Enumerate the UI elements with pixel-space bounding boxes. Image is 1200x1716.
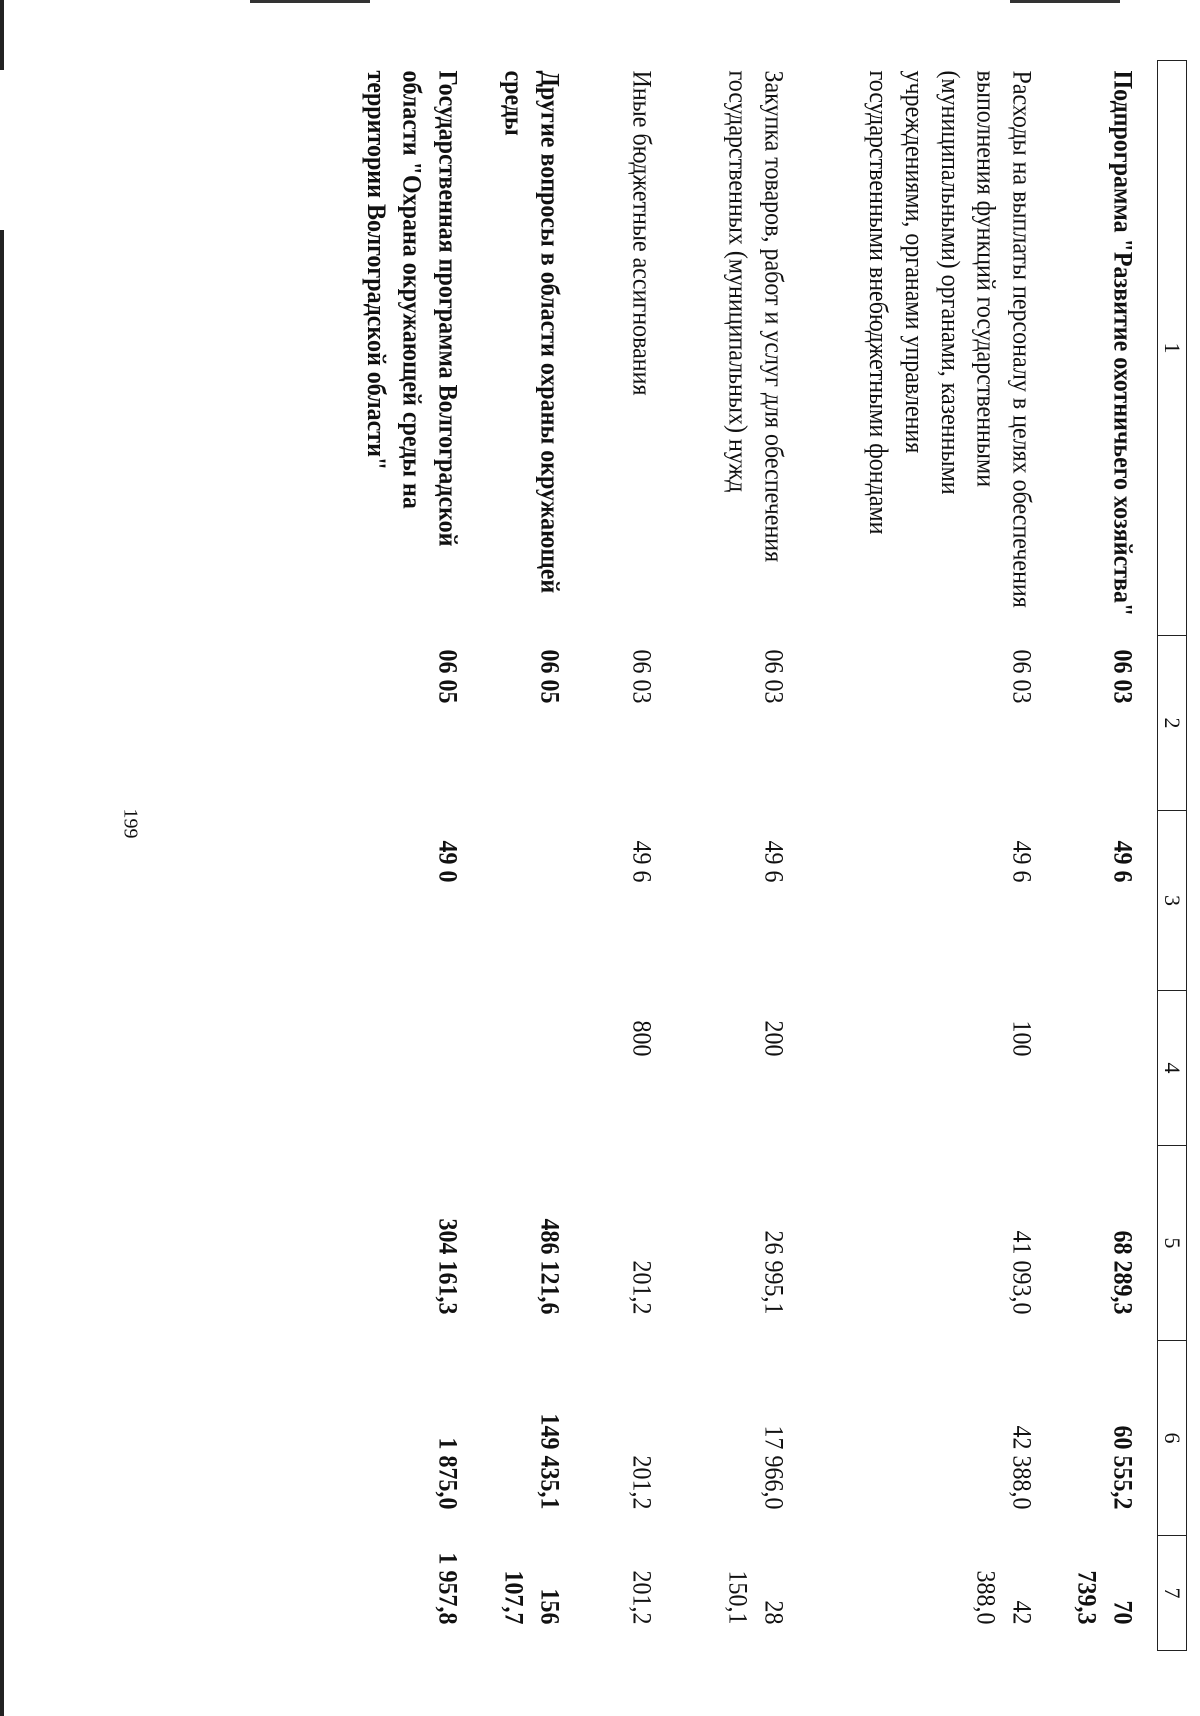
amount-col6-cell: 1 875,0 — [432, 1437, 462, 1510]
amount-col7-cell: 70 739,3 — [1072, 1570, 1138, 1625]
amount-col6-cell: 201,2 — [626, 1455, 656, 1510]
amount-col5-cell: 41 093,0 — [1006, 1230, 1036, 1315]
table-row — [297, 61, 481, 1651]
table-row — [583, 61, 675, 1651]
column-header: 1 — [1158, 61, 1187, 636]
expense-type-cell: 200 — [758, 1020, 788, 1057]
section-code-cell: 06 03 — [1006, 649, 1036, 704]
column-header: 6 — [1158, 1341, 1187, 1536]
program-code-cell: 49 6 — [626, 840, 656, 883]
amount-col7-cell: 156 107,7 — [499, 1570, 564, 1625]
amount-col5-cell: 68 289,3 — [1108, 1230, 1138, 1315]
amount-col6-cell: 17 966,0 — [758, 1425, 788, 1510]
expense-type-cell — [469, 991, 583, 1146]
amount-col7-cell: 42 388,0 — [971, 1570, 1036, 1625]
column-header: 2 — [1158, 636, 1187, 811]
table-row — [807, 61, 1055, 1651]
program-code-cell: 49 6 — [758, 840, 788, 883]
expense-type-cell: 100 — [1006, 1020, 1036, 1057]
amount-col6-cell: 149 435,1 — [534, 1413, 564, 1510]
scan-edge-mark — [1010, 0, 1120, 3]
row-name-cell: Государственная программа Волгоградской области "Охрана окружающей среды на территории Волгоградской области" — [361, 70, 462, 547]
section-code-cell: 06 03 — [626, 649, 656, 704]
budget-table — [297, 60, 1187, 1651]
program-code-cell: 49 6 — [1006, 840, 1036, 883]
table-row — [675, 61, 807, 1651]
amount-col7-cell: 1 957,8 — [432, 1552, 462, 1625]
column-header: 5 — [1158, 1146, 1187, 1341]
row-name-cell: Расходы на выплаты персоналу в целях обеспечения выполнения функций государственными (муниципальными) органами, казенными учреждениями, органами управления государственными внебюджетными фондами — [863, 70, 1036, 608]
column-header: 4 — [1158, 991, 1187, 1146]
table-row — [1055, 61, 1158, 1651]
row-name-cell: Подпрограмма "Развитие охотничьего хозяйства" — [1108, 70, 1138, 617]
amount-col5-cell: 486 121,6 — [534, 1218, 564, 1315]
section-code-cell: 06 03 — [758, 649, 788, 704]
amount-col5-cell: 26 995,1 — [758, 1230, 788, 1315]
amount-col7-cell: 28 150,1 — [723, 1570, 788, 1625]
section-code-cell: 06 03 — [1108, 649, 1138, 704]
program-code-cell: 49 0 — [432, 840, 462, 883]
section-code-cell: 06 05 — [534, 649, 564, 704]
row-name-cell: Иные бюджетные ассигнования — [626, 70, 656, 396]
row-name-cell: Другие вопросы в области охраны окружающей среды — [499, 70, 564, 594]
page-number: 199 — [119, 808, 142, 839]
amount-col6-cell: 42 388,0 — [1006, 1425, 1036, 1510]
scan-edge-mark — [0, 0, 4, 70]
amount-col6-cell: 60 555,2 — [1108, 1425, 1138, 1510]
column-header: 3 — [1158, 811, 1187, 991]
program-code-cell — [469, 811, 583, 991]
expense-type-cell — [275, 991, 481, 1146]
scan-edge-mark — [250, 0, 370, 3]
column-header: 7 — [1158, 1536, 1187, 1651]
expense-type-cell: 800 — [626, 1020, 656, 1057]
amount-col5-cell: 201,2 — [626, 1260, 656, 1315]
scan-edge-mark — [0, 230, 4, 1716]
expense-type-cell — [1043, 991, 1158, 1146]
table-row — [481, 61, 583, 1651]
amount-col5-cell: 304 161,3 — [432, 1218, 462, 1315]
program-code-cell: 49 6 — [1108, 840, 1138, 883]
row-name-cell: Закупка товаров, работ и услуг для обеспечения государственных (муниципальных) нужд — [723, 70, 788, 563]
amount-col7-cell: 201,2 — [626, 1570, 656, 1625]
section-code-cell: 06 05 — [432, 649, 462, 704]
rotated-page-content — [165, 60, 1187, 1650]
table-header-row — [1158, 61, 1187, 1651]
